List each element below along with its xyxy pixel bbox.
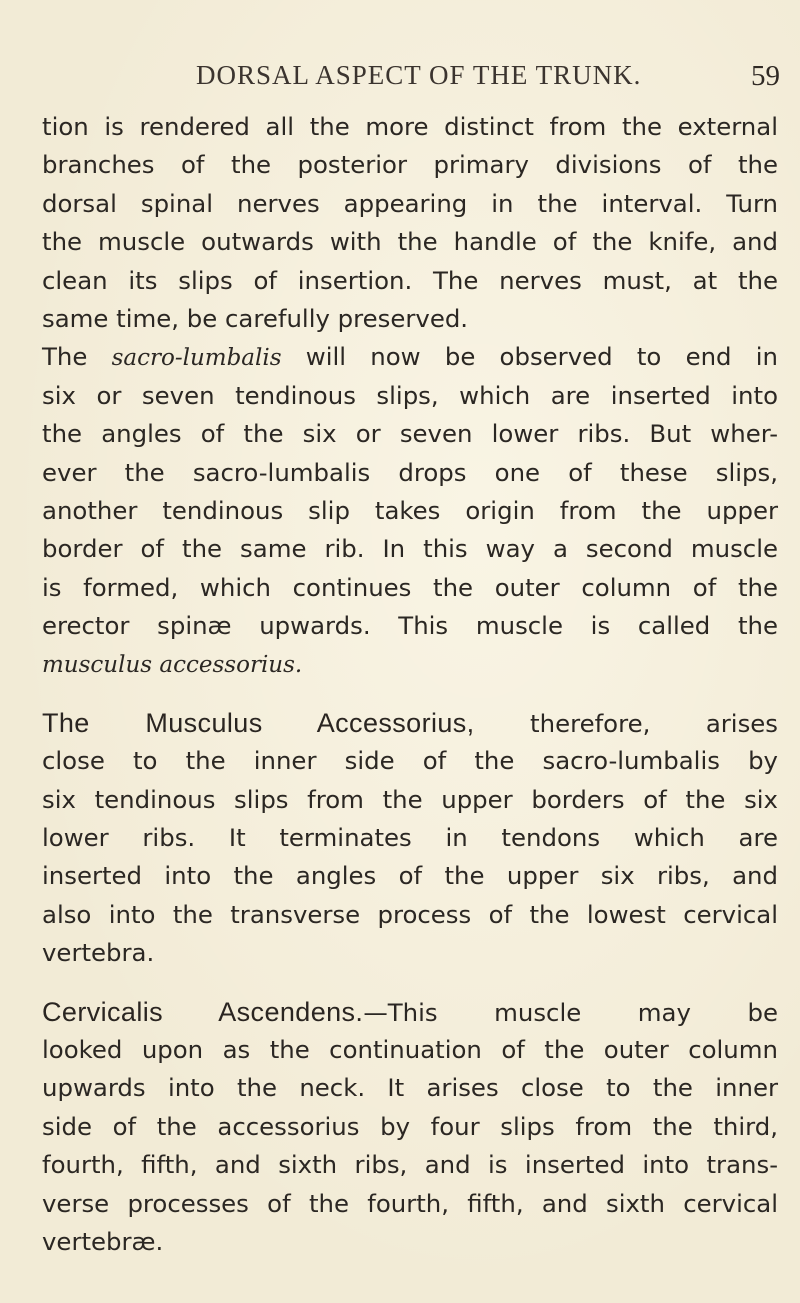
text-line: is formed, which continues the outer column of the	[42, 572, 778, 602]
text-line: lower ribs. It terminates in tendons which are	[42, 823, 778, 853]
running-head	[0, 60, 780, 100]
text-line: another tendinous slip takes origin from the upper	[42, 495, 778, 525]
text-line: erector spinæ upwards. This muscle is called the	[42, 611, 778, 641]
text-line: inserted into the angles of the upper six ribs, and	[42, 861, 778, 891]
text-line: ever the sacro-lumbalis drops one of these slips,	[42, 457, 778, 487]
text-line: also into the transverse process of the lowest cervical	[42, 899, 778, 929]
text-line: verse processes of the fourth, fifth, and sixth cervical	[42, 1188, 778, 1218]
text-run: The	[42, 342, 112, 372]
section-heading: The Musculus Accessorius,	[42, 707, 475, 738]
paragraph-musculus-accessorius	[42, 704, 778, 973]
text-line	[42, 338, 778, 376]
text-line: fourth, fifth, and sixth ribs, and is inserted into trans-	[42, 1150, 778, 1180]
text-run: therefore, arises	[474, 708, 778, 738]
text-run: —This muscle may be	[363, 997, 778, 1027]
text-line: close to the inner side of the sacro-lumbalis by	[42, 746, 778, 776]
text-line: same time, be carefully preserved.	[42, 303, 469, 333]
text-line	[42, 645, 778, 683]
italic-term: musculus accessorius.	[42, 652, 303, 679]
paragraph-gap	[42, 973, 778, 993]
text-line: the muscle outwards with the handle of the knife, and	[42, 227, 778, 257]
text-run: will now be observed to end in	[281, 342, 778, 372]
text-line: upwards into the neck. It arises close to the inner	[42, 1073, 778, 1103]
paragraph-sacro-lumbalis	[42, 338, 778, 684]
page-number: 59	[751, 60, 780, 92]
text-line: dorsal spinal nerves appearing in the interval. Turn	[42, 188, 778, 218]
italic-term: sacro-lumbalis	[111, 345, 282, 372]
running-title: DORSAL ASPECT OF THE TRUNK.	[196, 60, 642, 90]
section-heading: Cervicalis Ascendens.	[42, 996, 364, 1027]
text-line: tion is rendered all the more distinct from the external	[42, 112, 778, 141]
paragraph-cervicalis-ascendens	[42, 993, 778, 1262]
text-line: side of the accessorius by four slips from the third,	[42, 1111, 778, 1141]
text-line: vertebræ.	[42, 1226, 164, 1256]
text-line: border of the same rib. In this way a second muscle	[42, 534, 778, 564]
body-text	[42, 108, 778, 1261]
text-line: six or seven tendinous slips, which are inserted into	[42, 380, 778, 410]
paragraph-gap	[42, 684, 778, 704]
text-line: looked upon as the continuation of the outer column	[42, 1034, 778, 1064]
text-line: branches of the posterior primary divisions of the	[42, 150, 778, 180]
paragraph-continuation	[42, 108, 778, 338]
text-line	[42, 704, 778, 742]
text-line: six tendinous slips from the upper borders of the six	[42, 784, 778, 814]
text-line: clean its slips of insertion. The nerves must, at the	[42, 265, 778, 295]
text-line	[42, 993, 778, 1031]
text-line: vertebra.	[42, 938, 155, 968]
text-line: the angles of the six or seven lower ribs. But wher-	[42, 419, 778, 449]
